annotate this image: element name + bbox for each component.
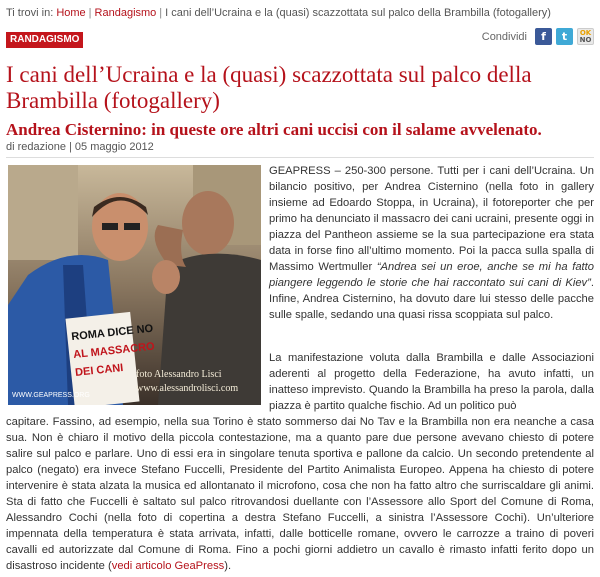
- article-meta: di redazione | 05 maggio 2012: [6, 141, 154, 153]
- breadcrumb-prefix: Ti trovi in:: [6, 7, 54, 19]
- breadcrumb-current: I cani dell’Ucraina e la (quasi) scazzottata sul palco della Brambilla (fotogallery): [165, 7, 551, 19]
- divider: [6, 157, 594, 158]
- paragraph-2-text-end: ).: [224, 560, 232, 572]
- breadcrumb-home-link[interactable]: Home: [56, 7, 86, 19]
- category-badge[interactable]: RANDAGISMO: [6, 32, 83, 48]
- article-paragraph-2-continued: [6, 414, 594, 574]
- breadcrumb-separator: |: [88, 7, 92, 19]
- breadcrumb-separator: |: [159, 7, 163, 19]
- paragraph-1-text-end: . Infine, Andrea Cisternino, ha dovuto dare lui stesso delle pacche sulle spalle, sedando una quasi rissa scoppiata sul palco.: [269, 277, 594, 321]
- protest-photo-illustration: [8, 165, 261, 405]
- article-title: I cani dell’Ucraina e la (quasi) scazzottata sul palco della Brambilla (fotogallery): [6, 62, 532, 113]
- share-label: Condividi: [481, 30, 527, 43]
- geapress-article-link[interactable]: vedi articolo GeaPress: [111, 560, 225, 572]
- photo-credit: WWW.GEAPRESS.ORG: [12, 392, 90, 399]
- sign-text-line2: AL MASSACRO: [72, 340, 156, 362]
- article-photo[interactable]: [8, 165, 261, 405]
- article-paragraph-1: [269, 163, 594, 323]
- okno-top-label: OK: [579, 28, 592, 37]
- okno-bottom-label: NO: [579, 35, 592, 44]
- paragraph-2-text: capitare. Fassino, ad esempio, nella sua Torino è stato sommerso dai No Tav e la Brambilla non era neanche a casa sua. Non è chiaro il motivo della piccola contestazione, ma a quanto pare due persone avevano chiesto di potere salire sul palco e parlare. Uno di essi era in singolare tenuta sportiva e pallone da calcio. Un secondo pretendente al palco (negato) era invece Stefano Fuccelli, Presidente del Partito Animalista Europeo. Appena ha chiesto di potere intervenire è stata alzata la musica ed allontanato il microfono, cosa che non ha fatto altro che surriscaldare gli animi. Sta di fatto che Fuccelli è saltato sul palco ritrovandosi duellante con l’Assessore allo Sport del Comune di Roma, Alessandro Cochi (nella foto di copertina a destra Stefano Fuccelli, a sinistra l’Assessore Cochi). Un’ulteriore impennata della temperatura è stata arrivata, infatti, dalle botticelle romane, ovvero le carrozze a traino di poveri cavalli ed autorizzate dal Comune di Roma. Fino a pochi giorni addietro un cavallo è rimasto infatti ferito dopo un disastroso incidente (: [6, 416, 594, 572]
- share-bar: [482, 28, 594, 45]
- article-subtitle: Andrea Cisternino: in queste ore altri cani uccisi con il salame avvelenato.: [6, 120, 542, 139]
- sign-text-line3: DEI CANI: [74, 361, 124, 379]
- okno-icon[interactable]: [577, 28, 594, 45]
- paragraph-1-text: GEAPRESS – 250-300 persone. Tutti per i cani dell’Ucraina. Un bilancio positivo, per Andrea Cisternino (nella foto in gallery insieme ad Edoardo Stoppa, in Ucraina), il fotoreporter che per primo ha denunciato il massacro dei cani ucraini, presente oggi in piazza del Pantheon assieme se la sua partecipazione era stata data in forse fino all’ultimo momento. Poi la pacca sulla spalla di Massimo Wertmuller: [269, 165, 594, 273]
- article-paragraph-2-start: La manifestazione voluta dalla Brambilla e dalle Associazioni aderenti al progetto della Federazione, ha avuto infatti, un inatteso imprevisto. Quando la Brambilla ha preso la parola, dalla piazza è partito qualche fischio. Ad un politico può: [269, 352, 594, 412]
- sign-text-line1: ROMA DICE NO: [70, 322, 154, 344]
- facebook-icon[interactable]: f: [535, 28, 552, 45]
- wertmuller-quote: “Andrea sei un eroe, anche se mi ha fatto piangere leggendo le storie che hai raccontato sui cani di Kiev”: [269, 261, 594, 289]
- photo-watermark-1: foto Alessandro Lisci: [136, 369, 222, 380]
- breadcrumb: [6, 6, 596, 20]
- twitter-icon[interactable]: t: [556, 28, 573, 45]
- photo-watermark-2: www.alessandrolisci.com: [136, 383, 239, 394]
- breadcrumb-category-link[interactable]: Randagismo: [94, 7, 157, 19]
